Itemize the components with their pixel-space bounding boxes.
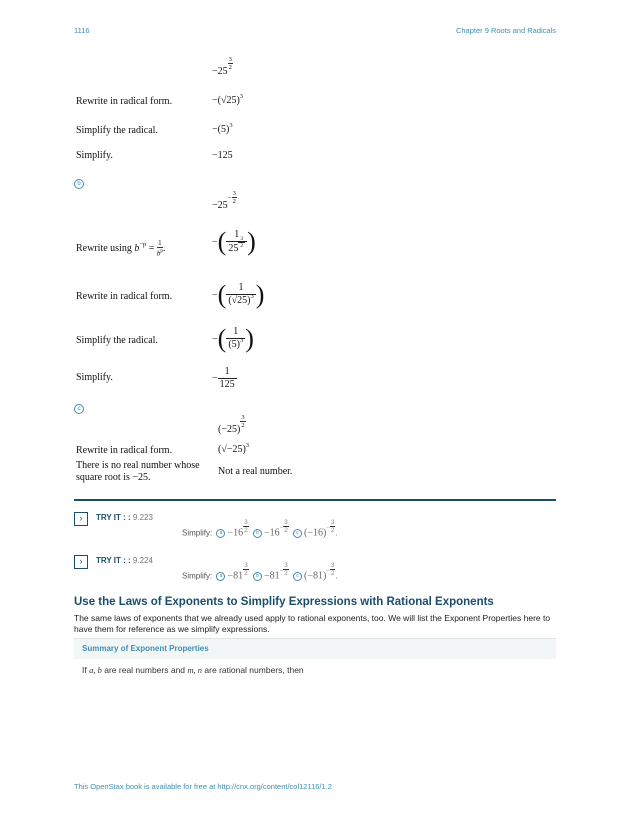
a-exp-num: 3 xyxy=(244,562,248,569)
base: (−25) xyxy=(218,423,241,435)
a-base: −81 xyxy=(227,570,244,582)
num: 1 xyxy=(158,239,162,247)
part-c-step2-expr: Not a real number. xyxy=(218,466,293,477)
exp-den: 2 xyxy=(228,64,232,71)
section-heading: Use the Laws of Exponents to Simplify Expressions with Rational Exponents xyxy=(74,596,494,608)
neg: − xyxy=(212,373,218,384)
paren-left: ( xyxy=(217,227,227,256)
summary-box-title: Summary of Exponent Properties xyxy=(82,644,209,653)
part-b-step2-expr xyxy=(212,282,264,308)
label: TRY IT : : xyxy=(96,556,131,565)
end: are rational numbers, then xyxy=(204,665,304,675)
a-exp-den: 2 xyxy=(244,527,248,534)
part-b-step3-label: Simplify the radical. xyxy=(76,335,158,346)
exp-den: 2 xyxy=(241,422,245,429)
part-a-step1-label: Rewrite in radical form. xyxy=(76,96,173,107)
part-a-start-exponent xyxy=(228,56,233,71)
section-divider xyxy=(74,499,556,501)
part-a-step2-label: Simplify the radical. xyxy=(76,125,158,136)
b-exp xyxy=(283,519,289,534)
c-exp xyxy=(330,519,336,534)
end: . xyxy=(162,242,166,254)
num: 1 xyxy=(218,366,237,379)
text: Rewrite using xyxy=(76,242,132,254)
c-base: (−16) xyxy=(303,527,327,539)
part-b-step4-label: Simplify. xyxy=(76,372,113,383)
c-exp-sign: − xyxy=(326,567,330,574)
chevron-right-icon[interactable]: › xyxy=(74,555,88,569)
exp-frac xyxy=(240,414,245,429)
den-exp: 3 xyxy=(250,293,254,300)
b-exp xyxy=(283,562,289,577)
exp: 3 xyxy=(245,442,250,449)
exp: 3 xyxy=(239,93,244,100)
sup-p: −p xyxy=(139,240,147,248)
neg: − xyxy=(212,236,218,248)
summary-box xyxy=(74,638,556,679)
eq: = xyxy=(148,242,155,254)
c-exp-num: 3 xyxy=(330,519,335,526)
den-exp-num: 3 xyxy=(240,236,244,242)
exp-sign: − xyxy=(227,193,232,202)
part-b-step1-label xyxy=(76,240,165,257)
neg: − xyxy=(212,333,218,345)
part-c-marker: c xyxy=(74,404,84,414)
b-exp-sign: − xyxy=(279,567,284,574)
footer-note: This OpenStax book is available for free at http://cnx.org/content/col12116/1.2 xyxy=(74,782,332,791)
expr: (√−25) xyxy=(218,444,246,455)
exp-frac xyxy=(232,190,237,205)
b-exp-num: 3 xyxy=(284,519,288,526)
den-exp: 3 xyxy=(239,337,244,344)
end: . xyxy=(335,571,338,581)
frac xyxy=(226,229,247,255)
option-a-marker: a xyxy=(216,572,225,581)
a-exp xyxy=(243,562,249,577)
frac xyxy=(226,282,255,308)
if: If xyxy=(82,665,87,675)
number: 9.224 xyxy=(132,556,153,565)
part-c-step1-expr xyxy=(218,444,249,455)
prompt: Simplify: xyxy=(182,571,213,581)
part-b-step3-expr xyxy=(212,326,254,352)
end: . xyxy=(335,528,338,538)
part-b-marker: b xyxy=(74,179,84,189)
mid: are real numbers and xyxy=(104,665,186,675)
prompt: Simplify: xyxy=(182,528,213,538)
chevron-right-icon[interactable]: › xyxy=(74,512,88,526)
option-b-marker: b xyxy=(253,529,262,538)
summary-box-header xyxy=(74,639,556,659)
part-c-step2-label: There is no real number whose square root is −25. xyxy=(76,460,200,483)
exp: 3 xyxy=(229,122,233,129)
b-exp-den: 2 xyxy=(284,570,288,577)
neg: − xyxy=(212,289,218,301)
paren-right: ) xyxy=(255,280,265,309)
a-base: −16 xyxy=(227,527,244,539)
paren-left: ( xyxy=(217,324,227,353)
c-exp-den: 2 xyxy=(330,527,335,534)
exp-num: 3 xyxy=(241,414,245,421)
part-b-step2-label: Rewrite in radical form. xyxy=(76,291,173,302)
c-base: (−81) xyxy=(303,570,327,582)
paren-right: ) xyxy=(247,227,256,256)
part-a-step3-expr: −125 xyxy=(212,150,233,161)
page-number: 1116 xyxy=(74,26,90,35)
number: 9.223 xyxy=(132,513,153,522)
part-b-step4-expr xyxy=(212,366,237,391)
c-exp-den: 2 xyxy=(330,570,335,577)
den-base: (√25) xyxy=(228,295,251,306)
option-c-marker: c xyxy=(293,572,302,581)
den-exp: p xyxy=(160,249,163,254)
summary-box-body xyxy=(82,665,304,675)
b-exp-sign: − xyxy=(279,524,284,531)
var-b: b xyxy=(134,242,140,254)
exp-num: 3 xyxy=(228,56,232,63)
den-base: 25 xyxy=(228,242,239,254)
option-c-marker: c xyxy=(293,529,302,538)
a-exp-den: 2 xyxy=(244,570,248,577)
vars-mn: m, n xyxy=(187,665,203,675)
a-exp xyxy=(243,519,249,534)
part-a-start-base: −25 xyxy=(212,65,228,77)
a-exp-num: 3 xyxy=(244,519,248,526)
section-paragraph: The same laws of exponents that we already used apply to rational exponents, too. We will list the Exponent Properties here to have them for reference as we simplify expressions. xyxy=(74,613,551,634)
label: TRY IT : : xyxy=(96,513,131,522)
option-b-marker: b xyxy=(253,572,262,581)
b-base: −81 xyxy=(263,570,280,582)
part-a-step2-expr xyxy=(212,124,233,135)
base: −25 xyxy=(212,199,228,211)
num: 1 xyxy=(226,326,245,339)
b-base: −16 xyxy=(263,527,280,539)
try-it-label xyxy=(96,513,153,522)
option-a-marker: a xyxy=(216,529,225,538)
part-c-start xyxy=(218,414,246,437)
exp-num: 3 xyxy=(232,190,236,197)
chapter-title: Chapter 9 Roots and Radicals xyxy=(455,26,556,35)
den: 125 xyxy=(219,379,235,390)
exp-den: 2 xyxy=(232,198,236,205)
c-exp xyxy=(330,562,336,577)
num: 1 xyxy=(226,229,247,242)
part-b-start xyxy=(212,190,237,213)
den xyxy=(226,236,247,255)
frac xyxy=(218,366,237,391)
den-b: b xyxy=(156,249,161,258)
paren-left: ( xyxy=(217,280,227,309)
b-exp-den: 2 xyxy=(284,527,288,534)
part-b-step1-expr xyxy=(212,229,256,255)
den-exp xyxy=(238,236,245,249)
den xyxy=(226,339,245,352)
part-a-step1-expr xyxy=(212,95,243,106)
try-it-problem xyxy=(182,519,338,541)
c-exp-num: 3 xyxy=(330,562,335,569)
part-a-step3-label: Simplify. xyxy=(76,150,113,161)
try-it-label xyxy=(96,556,153,565)
expr: −(5) xyxy=(212,124,230,135)
expr: −(√25) xyxy=(212,95,240,106)
part-c-step1-label: Rewrite in radical form. xyxy=(76,445,173,456)
vars-ab: a, b xyxy=(89,665,102,675)
den-base: (5) xyxy=(228,339,240,350)
den-exp-den: 2 xyxy=(240,243,244,249)
frac xyxy=(226,326,245,352)
c-exp-sign: − xyxy=(326,524,330,531)
b-exp-num: 3 xyxy=(284,562,288,569)
num: 1 xyxy=(226,282,255,295)
part-a-start xyxy=(212,56,233,79)
try-it-problem xyxy=(182,562,338,584)
den xyxy=(226,295,255,308)
paren-right: ) xyxy=(245,324,254,353)
